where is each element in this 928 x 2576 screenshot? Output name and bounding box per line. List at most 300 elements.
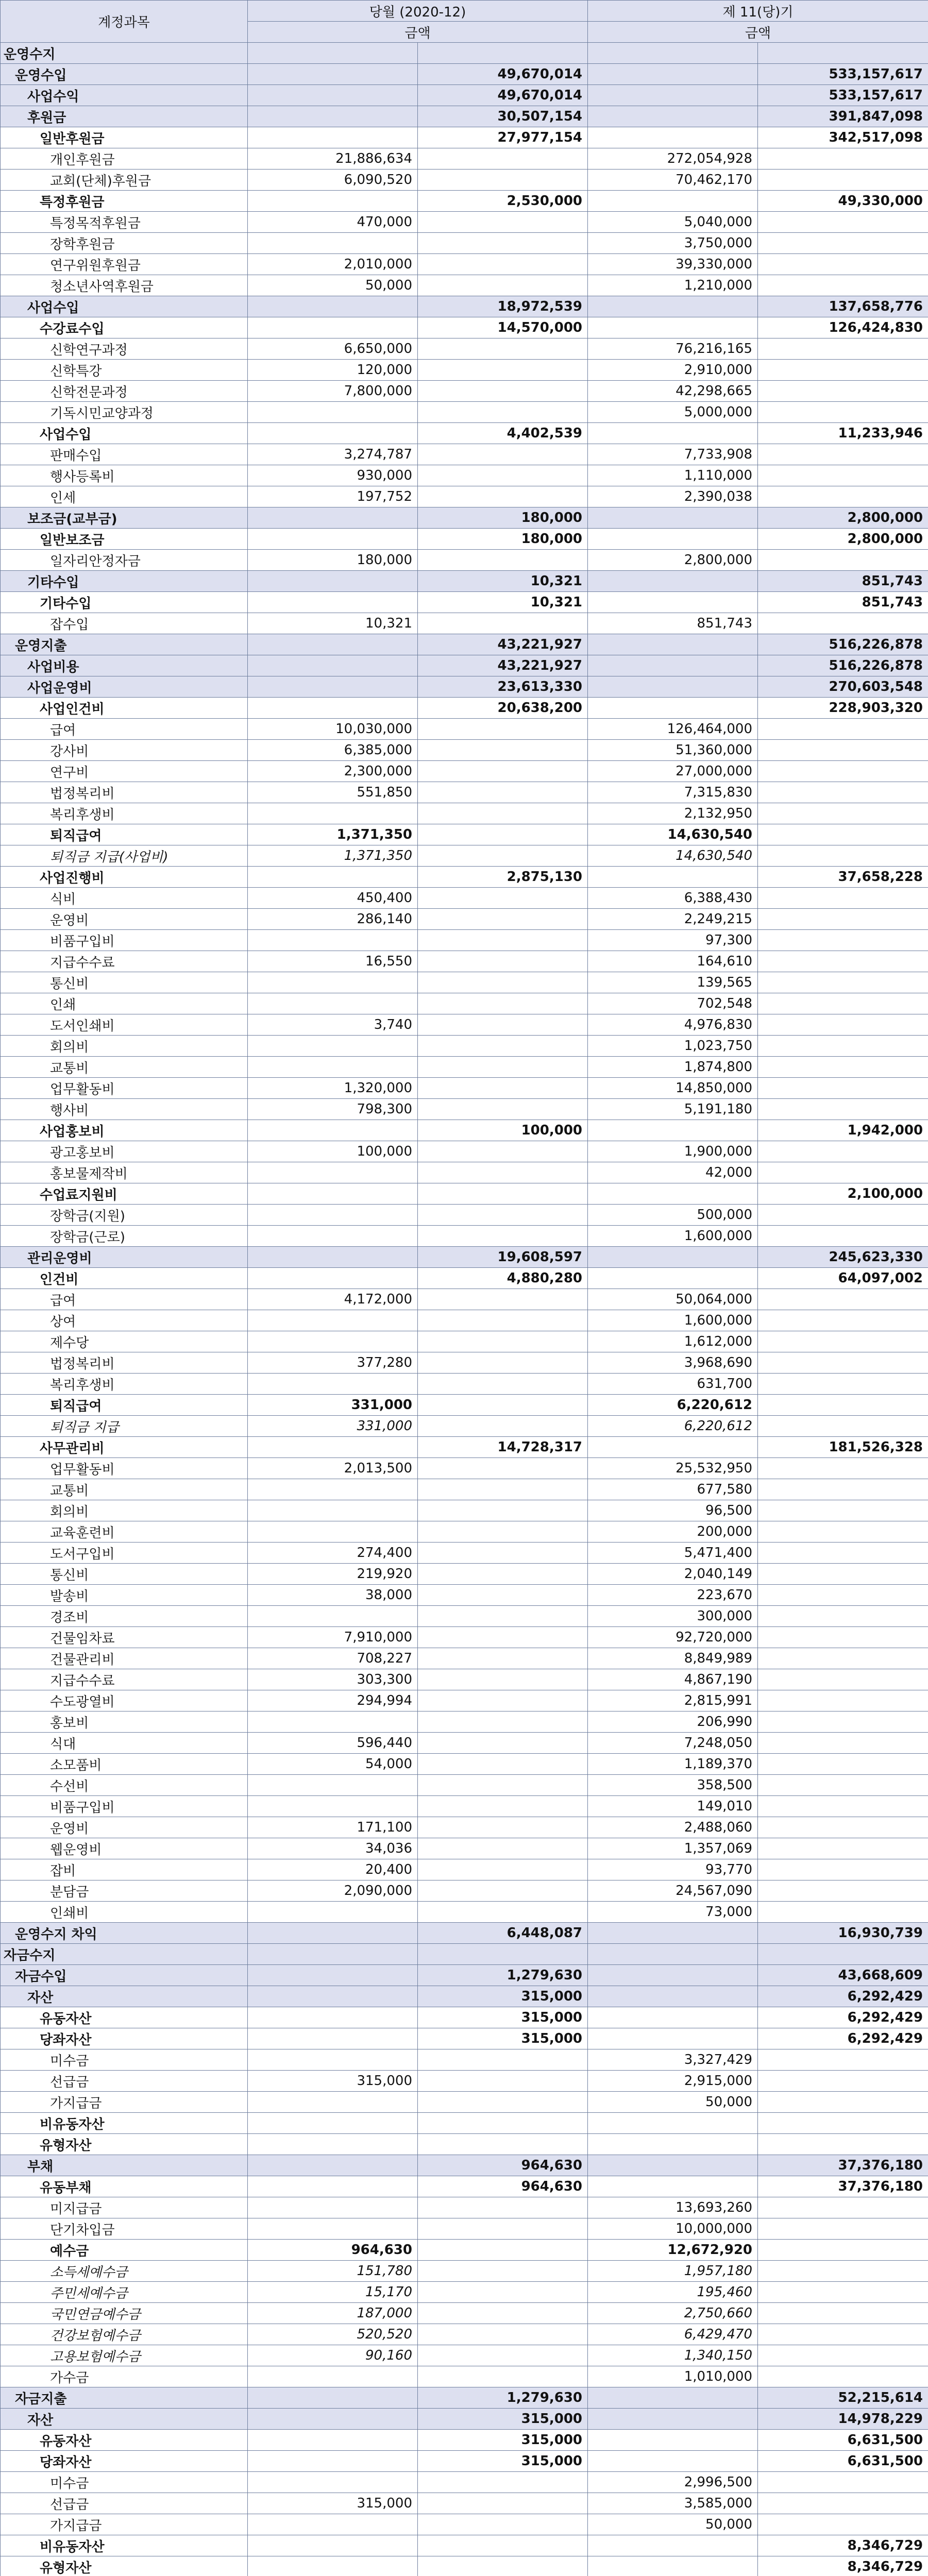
- account-name: 홍보비: [1, 1711, 248, 1733]
- amount-cell: [758, 909, 928, 930]
- table-row: [1, 1437, 928, 1458]
- table-row: [1, 2345, 928, 2366]
- account-name: 가수금: [1, 2366, 248, 2387]
- amount-cell: [588, 1986, 758, 2007]
- amount-cell: 49,670,014: [418, 64, 588, 85]
- amount-cell: 37,376,180: [758, 2155, 928, 2176]
- amount-cell: [758, 1606, 928, 1627]
- amount-cell: [758, 486, 928, 507]
- table-row: [1, 296, 928, 317]
- amount-cell: [758, 2240, 928, 2261]
- amount-cell: [418, 275, 588, 296]
- amount-cell: [418, 1331, 588, 1352]
- table-row: [1, 2071, 928, 2092]
- amount-cell: 6,429,470: [588, 2324, 758, 2345]
- amount-cell: 6,292,429: [758, 1986, 928, 2007]
- amount-cell: 14,728,317: [418, 1437, 588, 1458]
- table-row: [1, 550, 928, 571]
- table-row: [1, 1205, 928, 1226]
- account-name: 사업인건비: [1, 698, 248, 719]
- amount-cell: [248, 2028, 418, 2049]
- amount-cell: [758, 212, 928, 233]
- amount-cell: [418, 2092, 588, 2113]
- amount-cell: [248, 1268, 418, 1289]
- amount-cell: [758, 2282, 928, 2303]
- table-row: [1, 1923, 928, 1944]
- amount-cell: 12,672,920: [588, 2240, 758, 2261]
- amount-cell: 2,132,950: [588, 803, 758, 824]
- account-name: 신학전문과정: [1, 381, 248, 402]
- amount-cell: 49,330,000: [758, 191, 928, 212]
- table-row: [1, 106, 928, 127]
- amount-cell: 2,010,000: [248, 254, 418, 275]
- column-header-current-month: 당월 (2020-12): [248, 1, 588, 22]
- amount-cell: [248, 191, 418, 212]
- table-row: [1, 529, 928, 550]
- amount-cell: [418, 2366, 588, 2387]
- table-row: [1, 507, 928, 529]
- amount-cell: [758, 2345, 928, 2366]
- amount-cell: 2,910,000: [588, 360, 758, 381]
- amount-cell: 7,733,908: [588, 444, 758, 465]
- account-name: 주민세예수금: [1, 2282, 248, 2303]
- amount-cell: [588, 317, 758, 338]
- table-row: [1, 360, 928, 381]
- table-row: [1, 2282, 928, 2303]
- amount-cell: [588, 867, 758, 888]
- amount-cell: 2,996,500: [588, 2472, 758, 2493]
- amount-cell: 180,000: [248, 550, 418, 571]
- amount-cell: [418, 930, 588, 951]
- amount-cell: 100,000: [418, 1120, 588, 1141]
- table-row: [1, 888, 928, 909]
- amount-cell: 2,530,000: [418, 191, 588, 212]
- table-row: [1, 1859, 928, 1880]
- account-name: 사업운영비: [1, 676, 248, 698]
- amount-cell: [758, 148, 928, 170]
- amount-cell: [418, 1099, 588, 1120]
- amount-cell: [758, 1796, 928, 1817]
- table-row: [1, 845, 928, 867]
- amount-cell: 6,090,520: [248, 170, 418, 191]
- table-row: [1, 2387, 928, 2409]
- amount-cell: 23,613,330: [418, 676, 588, 698]
- amount-cell: 195,460: [588, 2282, 758, 2303]
- amount-cell: 34,036: [248, 1838, 418, 1859]
- account-name: 기타수입: [1, 592, 248, 613]
- amount-cell: [758, 1395, 928, 1416]
- amount-cell: 1,279,630: [418, 1965, 588, 1986]
- amount-cell: 1,371,350: [248, 824, 418, 845]
- amount-cell: 2,249,215: [588, 909, 758, 930]
- amount-cell: 96,500: [588, 1500, 758, 1521]
- amount-cell: [248, 1120, 418, 1141]
- amount-cell: 315,000: [418, 2409, 588, 2430]
- account-name: 웹운영비: [1, 1838, 248, 1859]
- amount-cell: 1,320,000: [248, 1078, 418, 1099]
- amount-cell: [418, 1944, 588, 1965]
- table-row: [1, 1817, 928, 1838]
- amount-cell: [418, 1711, 588, 1733]
- amount-cell: [248, 1986, 418, 2007]
- amount-cell: 52,215,614: [758, 2387, 928, 2409]
- amount-cell: [418, 2535, 588, 2556]
- amount-cell: 294,994: [248, 1690, 418, 1711]
- table-row: [1, 1479, 928, 1500]
- table-row: [1, 275, 928, 296]
- amount-cell: [758, 1310, 928, 1331]
- amount-cell: 64,097,002: [758, 1268, 928, 1289]
- table-row: [1, 592, 928, 613]
- amount-cell: [588, 1183, 758, 1205]
- table-row: [1, 2366, 928, 2387]
- amount-cell: [418, 1564, 588, 1585]
- amount-cell: [588, 698, 758, 719]
- account-name: 예수금: [1, 2240, 248, 2261]
- amount-cell: [248, 634, 418, 655]
- amount-cell: [588, 2176, 758, 2197]
- amount-cell: [758, 1205, 928, 1226]
- table-row: [1, 1965, 928, 1986]
- amount-cell: [588, 507, 758, 529]
- amount-cell: [758, 1226, 928, 1247]
- account-name: 수도광열비: [1, 1690, 248, 1711]
- amount-cell: [758, 170, 928, 191]
- column-header-amount: 금액: [588, 22, 928, 43]
- amount-cell: 10,000,000: [588, 2218, 758, 2240]
- column-header-cumulative: 제 11(당)기: [588, 1, 928, 22]
- table-row: [1, 1183, 928, 1205]
- amount-cell: [248, 1479, 418, 1500]
- amount-cell: [248, 993, 418, 1014]
- amount-cell: 19,608,597: [418, 1247, 588, 1268]
- amount-cell: 520,520: [248, 2324, 418, 2345]
- table-row: [1, 2113, 928, 2134]
- amount-cell: 1,612,000: [588, 1331, 758, 1352]
- account-name: 특정후원금: [1, 191, 248, 212]
- account-name: 유형자산: [1, 2556, 248, 2576]
- amount-cell: [758, 2134, 928, 2155]
- amount-cell: [758, 845, 928, 867]
- amount-cell: [588, 43, 758, 64]
- amount-cell: [418, 1289, 588, 1310]
- amount-cell: 851,743: [758, 571, 928, 592]
- amount-cell: 470,000: [248, 212, 418, 233]
- table-row: [1, 1521, 928, 1543]
- amount-cell: 6,631,500: [758, 2430, 928, 2451]
- table-row: [1, 1099, 928, 1120]
- amount-cell: 10,321: [418, 571, 588, 592]
- amount-cell: [588, 1944, 758, 1965]
- account-name: 식비: [1, 888, 248, 909]
- amount-cell: [758, 951, 928, 972]
- table-row: [1, 972, 928, 993]
- amount-cell: 42,000: [588, 1162, 758, 1183]
- amount-cell: [418, 338, 588, 360]
- table-row: [1, 338, 928, 360]
- amount-cell: 2,040,149: [588, 1564, 758, 1585]
- amount-cell: [248, 2218, 418, 2240]
- amount-cell: [758, 993, 928, 1014]
- amount-cell: 10,030,000: [248, 719, 418, 740]
- account-name: 운영비: [1, 909, 248, 930]
- amount-cell: 171,100: [248, 1817, 418, 1838]
- amount-cell: 315,000: [418, 2028, 588, 2049]
- account-name: 복리후생비: [1, 1374, 248, 1395]
- amount-cell: [248, 803, 418, 824]
- table-row: [1, 43, 928, 64]
- amount-cell: [248, 1183, 418, 1205]
- account-name: 지급수수료: [1, 951, 248, 972]
- account-name: 법정복리비: [1, 782, 248, 803]
- amount-cell: 6,385,000: [248, 740, 418, 761]
- account-name: 자금수입: [1, 1965, 248, 1986]
- amount-cell: [418, 824, 588, 845]
- header-row: [1, 1, 928, 22]
- table-row: [1, 1458, 928, 1479]
- table-row: [1, 1078, 928, 1099]
- amount-cell: [758, 1859, 928, 1880]
- table-row: [1, 2430, 928, 2451]
- account-name: 청소년사역후원금: [1, 275, 248, 296]
- amount-cell: [758, 254, 928, 275]
- amount-cell: 516,226,878: [758, 655, 928, 676]
- amount-cell: [758, 1036, 928, 1057]
- amount-cell: [588, 634, 758, 655]
- amount-cell: [248, 2366, 418, 2387]
- amount-cell: [758, 613, 928, 634]
- account-name: 사업수입: [1, 296, 248, 317]
- amount-cell: [758, 2113, 928, 2134]
- amount-cell: 631,700: [588, 1374, 758, 1395]
- amount-cell: [248, 867, 418, 888]
- amount-cell: [758, 803, 928, 824]
- table-row: [1, 867, 928, 888]
- amount-cell: [588, 1120, 758, 1141]
- amount-cell: 10,321: [418, 592, 588, 613]
- account-name: 신학연구과정: [1, 338, 248, 360]
- amount-cell: [418, 1543, 588, 1564]
- table-row: [1, 2134, 928, 2155]
- amount-cell: 6,631,500: [758, 2451, 928, 2472]
- account-name: 가지급금: [1, 2514, 248, 2535]
- amount-cell: [418, 1141, 588, 1162]
- amount-cell: [418, 1690, 588, 1711]
- table-row: [1, 1775, 928, 1796]
- account-name: 발송비: [1, 1585, 248, 1606]
- account-name: 미지급금: [1, 2197, 248, 2218]
- amount-cell: [418, 2113, 588, 2134]
- account-name: 당좌자산: [1, 2028, 248, 2049]
- table-row: [1, 2240, 928, 2261]
- amount-cell: [248, 529, 418, 550]
- amount-cell: [418, 2071, 588, 2092]
- amount-cell: 1,600,000: [588, 1310, 758, 1331]
- amount-cell: [758, 740, 928, 761]
- amount-cell: [418, 2049, 588, 2071]
- account-name: 복리후생비: [1, 803, 248, 824]
- amount-cell: 126,424,830: [758, 317, 928, 338]
- table-row: [1, 1944, 928, 1965]
- amount-cell: 2,800,000: [758, 529, 928, 550]
- table-row: [1, 2324, 928, 2345]
- amount-cell: 16,930,739: [758, 1923, 928, 1944]
- amount-cell: 315,000: [418, 2451, 588, 2472]
- amount-cell: 18,972,539: [418, 296, 588, 317]
- amount-cell: [418, 1352, 588, 1374]
- amount-cell: 43,668,609: [758, 1965, 928, 1986]
- amount-cell: [588, 2451, 758, 2472]
- amount-cell: 27,000,000: [588, 761, 758, 782]
- table-row: [1, 1711, 928, 1733]
- amount-cell: [758, 1690, 928, 1711]
- amount-cell: 4,976,830: [588, 1014, 758, 1036]
- amount-cell: [248, 571, 418, 592]
- table-row: [1, 127, 928, 148]
- amount-cell: 49,670,014: [418, 85, 588, 106]
- amount-cell: 14,570,000: [418, 317, 588, 338]
- account-name: 운영수지 차익: [1, 1923, 248, 1944]
- table-row: [1, 698, 928, 719]
- amount-cell: 120,000: [248, 360, 418, 381]
- amount-cell: [758, 2197, 928, 2218]
- amount-cell: [418, 782, 588, 803]
- table-row: [1, 2472, 928, 2493]
- account-name: 자금지출: [1, 2387, 248, 2409]
- amount-cell: 1,357,069: [588, 1838, 758, 1859]
- table-row: [1, 2409, 928, 2430]
- table-row: [1, 444, 928, 465]
- amount-cell: [248, 423, 418, 444]
- account-name: 건물임차료: [1, 1627, 248, 1648]
- amount-cell: [758, 2218, 928, 2240]
- amount-cell: [418, 1205, 588, 1226]
- table-row: [1, 2514, 928, 2535]
- amount-cell: 50,000: [588, 2514, 758, 2535]
- amount-cell: 8,346,729: [758, 2556, 928, 2576]
- amount-cell: 50,000: [588, 2092, 758, 2113]
- account-name: 인쇄: [1, 993, 248, 1014]
- amount-cell: [418, 1585, 588, 1606]
- table-row: [1, 1669, 928, 1690]
- amount-cell: [418, 1226, 588, 1247]
- amount-cell: 3,274,787: [248, 444, 418, 465]
- amount-cell: 5,040,000: [588, 212, 758, 233]
- table-row: [1, 402, 928, 423]
- account-name: 부채: [1, 2155, 248, 2176]
- table-row: [1, 1331, 928, 1352]
- table-row: [1, 1648, 928, 1669]
- table-row: [1, 1247, 928, 1268]
- amount-cell: [418, 1183, 588, 1205]
- amount-cell: [588, 1437, 758, 1458]
- table-row: [1, 1416, 928, 1437]
- amount-cell: [418, 2303, 588, 2324]
- amount-cell: 245,623,330: [758, 1247, 928, 1268]
- amount-cell: [418, 2324, 588, 2345]
- amount-cell: 851,743: [758, 592, 928, 613]
- amount-cell: [418, 1669, 588, 1690]
- amount-cell: [758, 1078, 928, 1099]
- table-row: [1, 1162, 928, 1183]
- amount-cell: [418, 254, 588, 275]
- amount-cell: [418, 43, 588, 64]
- account-name: 퇴직금 지급: [1, 1416, 248, 1437]
- amount-cell: [418, 1880, 588, 1902]
- account-name: 미수금: [1, 2472, 248, 2493]
- amount-cell: [418, 993, 588, 1014]
- amount-cell: [418, 1902, 588, 1923]
- table-row: [1, 571, 928, 592]
- amount-cell: 2,090,000: [248, 1880, 418, 1902]
- amount-cell: 315,000: [248, 2071, 418, 2092]
- amount-cell: 219,920: [248, 1564, 418, 1585]
- amount-cell: 37,658,228: [758, 867, 928, 888]
- amount-cell: [248, 2409, 418, 2430]
- amount-cell: [588, 2155, 758, 2176]
- amount-cell: [248, 1500, 418, 1521]
- amount-cell: 3,327,429: [588, 2049, 758, 2071]
- amount-cell: 1,900,000: [588, 1141, 758, 1162]
- amount-cell: 5,000,000: [588, 402, 758, 423]
- amount-cell: 300,000: [588, 1606, 758, 1627]
- account-name: 기타수입: [1, 571, 248, 592]
- amount-cell: 6,292,429: [758, 2028, 928, 2049]
- amount-cell: [248, 2049, 418, 2071]
- account-name: 일자리안정자금: [1, 550, 248, 571]
- amount-cell: [248, 592, 418, 613]
- amount-cell: [248, 233, 418, 254]
- table-row: [1, 254, 928, 275]
- amount-cell: [758, 1754, 928, 1775]
- amount-cell: [418, 170, 588, 191]
- account-name: 통신비: [1, 972, 248, 993]
- amount-cell: [758, 465, 928, 486]
- amount-cell: 2,875,130: [418, 867, 588, 888]
- amount-cell: [248, 2451, 418, 2472]
- column-header-amount: 금액: [248, 22, 588, 43]
- account-name: 식대: [1, 1733, 248, 1754]
- table-row: [1, 191, 928, 212]
- amount-cell: 1,371,350: [248, 845, 418, 867]
- amount-cell: [758, 1162, 928, 1183]
- amount-cell: [418, 2240, 588, 2261]
- amount-cell: [418, 2282, 588, 2303]
- amount-cell: [418, 1416, 588, 1437]
- amount-cell: 964,630: [418, 2176, 588, 2197]
- amount-cell: 7,910,000: [248, 1627, 418, 1648]
- amount-cell: [588, 64, 758, 85]
- table-row: [1, 64, 928, 85]
- amount-cell: [758, 824, 928, 845]
- amount-cell: [248, 1923, 418, 1944]
- amount-cell: [418, 1479, 588, 1500]
- account-name: 사무관리비: [1, 1437, 248, 1458]
- amount-cell: [248, 1205, 418, 1226]
- amount-cell: 2,800,000: [588, 550, 758, 571]
- account-name: 자산: [1, 2409, 248, 2430]
- amount-cell: [758, 2514, 928, 2535]
- table-row: [1, 951, 928, 972]
- amount-cell: 1,600,000: [588, 1226, 758, 1247]
- amount-cell: [758, 2303, 928, 2324]
- amount-cell: 272,054,928: [588, 148, 758, 170]
- amount-cell: 315,000: [248, 2493, 418, 2514]
- amount-cell: [248, 1374, 418, 1395]
- amount-cell: 2,815,991: [588, 1690, 758, 1711]
- account-name: 건강보험예수금: [1, 2324, 248, 2345]
- account-name: 관리운영비: [1, 1247, 248, 1268]
